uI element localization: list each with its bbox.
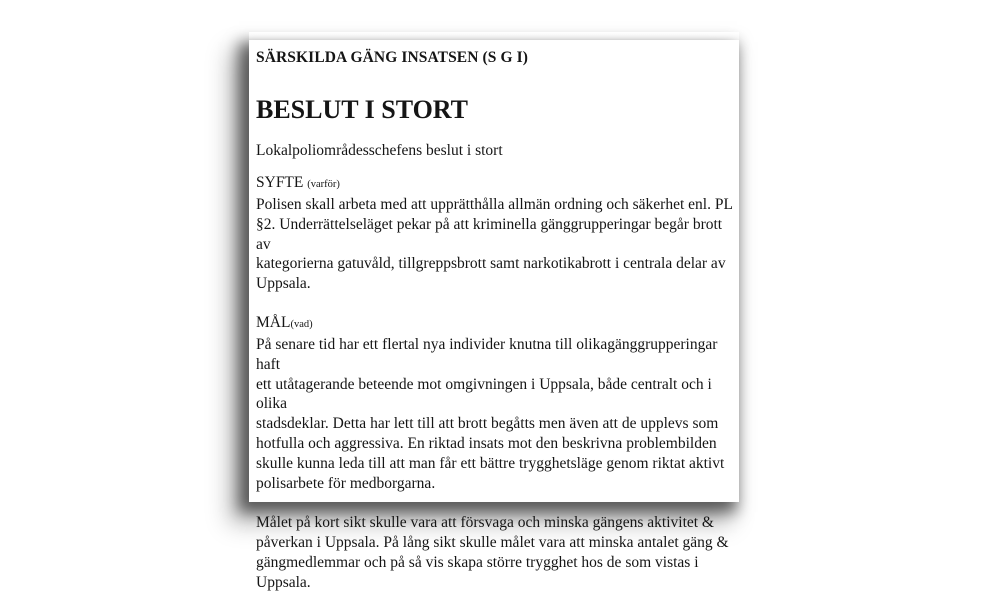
text-line: Uppsala. [256, 573, 311, 591]
section-heading-label: SYFTE [256, 174, 304, 191]
text-line: hotfulla och aggressiva. En riktad insats mot den beskrivna problembilden [256, 434, 717, 452]
text-line: Uppsala. [256, 275, 311, 293]
spacer [256, 294, 734, 313]
document-subtitle: Lokalpoliområdesschefens beslut i stort [256, 142, 503, 159]
document-title: BESLUT I STORT [256, 95, 469, 124]
document-content [256, 48, 734, 593]
text-line: polisarbete för medborgarna. [256, 474, 436, 492]
text-line: ett utåtagerande beteende mot omgivningen i Uppsala, både centralt och i olika [256, 375, 712, 413]
text-line: kategorierna gatuvåld, tillgreppsbrott samt narkotikabrott i centrala delar av [256, 255, 726, 273]
section-heading-syfte [256, 173, 734, 195]
document-page [249, 40, 739, 591]
text-line: påverkan i Uppsala. På lång sikt skulle målet vara att minska antalet gäng & [256, 534, 729, 552]
text-line: stadsdeklar. Detta har lett till att brott begåtts men även att de upplevs som [256, 415, 719, 433]
section-body-mal [256, 335, 734, 593]
text-line: På senare tid har ett flertal nya individer knutna till olikagänggrupperingar haft [256, 335, 718, 373]
text-line: skulle kunna leda till att man får ett bättre trygghetsläge genom riktat aktivt [256, 454, 725, 472]
section-heading-note: (vad) [290, 318, 313, 330]
text-line: Målet på kort sikt skulle vara att försvaga och minska gängens aktivitet & [256, 514, 714, 532]
section-heading-note: (varför) [307, 179, 340, 190]
text-line: §2. Underrättelseläget pekar på att kriminella gänggrupperingar begår brott av [256, 215, 723, 253]
spacer [256, 493, 734, 513]
text-line: Polisen skall arbeta med att upprätthålla allmän ordning och säkerhet enl. PL [256, 196, 733, 213]
document-header: SÄRSKILDA GÄNG INSATSEN (S G I) [256, 49, 528, 66]
text-line: gängmedlemmar och på så vis skapa större trygghet hos de som vistas i [256, 553, 699, 571]
page-top-fade [249, 32, 739, 44]
section-heading-mal [256, 313, 734, 335]
section-body-syfte [256, 195, 734, 294]
section-heading-label: MÅL [256, 313, 291, 331]
